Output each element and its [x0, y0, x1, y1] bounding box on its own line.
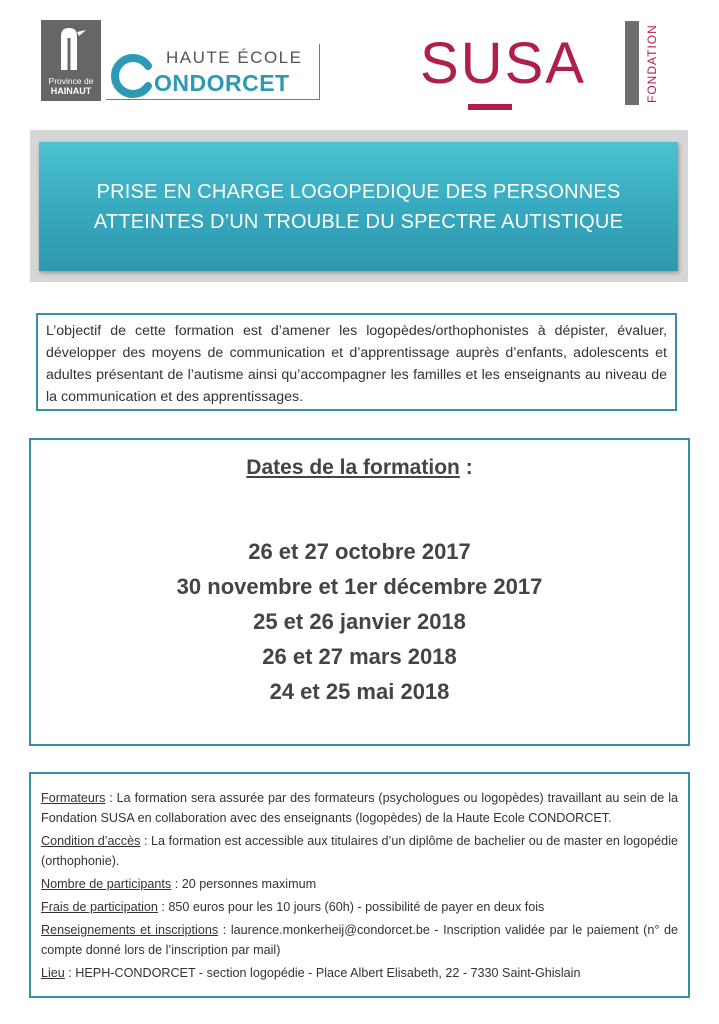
- frais-text: : 850 euros pour les 10 jours (60h) - possibilité de payer en deux fois: [157, 900, 545, 914]
- date-item: 30 novembre et 1er décembre 2017: [176, 574, 543, 599]
- lieu-text: : HEPH-CONDORCET - section logopédie - Place Albert Elisabeth, 22 - 7330 Saint-Ghislain: [64, 966, 581, 980]
- participants-paragraph: [41, 874, 678, 894]
- title-line-2: ATTEINTES D’UN TROUBLE DU SPECTRE AUTISTIQUE: [93, 210, 624, 233]
- dates-heading-suffix: :: [459, 456, 473, 479]
- condition-text: : La formation est accessible aux titulaires d’un diplôme de bachelier ou de master en logopédie (orthophonie).: [41, 834, 678, 868]
- formateurs-text: : La formation sera assurée par des formateurs (psychologues ou logopèdes) travaillant au sein de la Fondation SUSA en collaboration avec des enseignants (logopèdes) de la Haute Ecole CONDORCET.: [41, 791, 678, 825]
- dove-icon: [55, 26, 87, 70]
- renseignements-text: : laurence.monkerheij@condorcet.be - Inscription validée par le paiement (n° de compte donné lors de l’inscription par mail): [41, 923, 678, 957]
- condition-paragraph: [41, 831, 678, 871]
- renseignements-paragraph: [41, 920, 678, 960]
- formateurs-label: Formateurs: [41, 791, 106, 805]
- fondation-text: FONDATION: [645, 24, 659, 103]
- dates-list: [31, 534, 688, 709]
- susa-text: SUSA: [420, 31, 586, 96]
- province-line1: Province de: [48, 76, 94, 86]
- condorcet-text: ONDORCET: [154, 70, 290, 96]
- participants-text: : 20 personnes maximum: [171, 877, 317, 891]
- title-line-1: PRISE EN CHARGE LOGOPEDIQUE DES PERSONNES: [96, 180, 621, 203]
- frais-label: Frais de participation: [41, 900, 158, 914]
- dates-heading-text: Dates de la formation: [246, 456, 460, 479]
- participants-label: Nombre de participants: [41, 877, 172, 891]
- susa-underline: [468, 104, 512, 110]
- frais-paragraph: [41, 897, 678, 917]
- province-name: [41, 76, 101, 96]
- haute-ecole-text: HAUTE ÉCOLE: [166, 48, 303, 67]
- renseignements-label: Renseignements et inscriptions: [41, 923, 219, 937]
- date-item: 26 et 27 octobre 2017: [248, 539, 471, 564]
- dates-heading: [31, 456, 688, 480]
- fondation-badge: [625, 21, 657, 105]
- lieu-paragraph: [41, 963, 678, 983]
- province-line2: HAINAUT: [50, 86, 92, 96]
- lieu-label: Lieu: [41, 966, 65, 980]
- dates-box: [29, 438, 690, 746]
- province-hainaut-logo: [41, 20, 101, 101]
- objective-box: L’objectif de cette formation est d’amener les logopèdes/orthophonistes à dépister, évaluer, développer des moyens de communication et d’apprentissage auprès d’enfants, adolescents et adultes présentant de l’autisme ainsi qu’accompagner les familles et les enseignants au niveau de la communication et des apprentissages.: [36, 313, 677, 411]
- date-item: 24 et 25 mai 2018: [269, 679, 450, 704]
- susa-logo: [420, 31, 620, 114]
- condition-label: Condition d’accès: [41, 834, 141, 848]
- page-title: [39, 142, 678, 271]
- formateurs-paragraph: [41, 788, 678, 828]
- date-item: 26 et 27 mars 2018: [262, 644, 457, 669]
- info-box: [29, 772, 690, 998]
- haute-ecole-condorcet-logo: [106, 44, 320, 100]
- condorcet-c-icon: [108, 52, 156, 100]
- date-item: 25 et 26 janvier 2018: [253, 609, 466, 634]
